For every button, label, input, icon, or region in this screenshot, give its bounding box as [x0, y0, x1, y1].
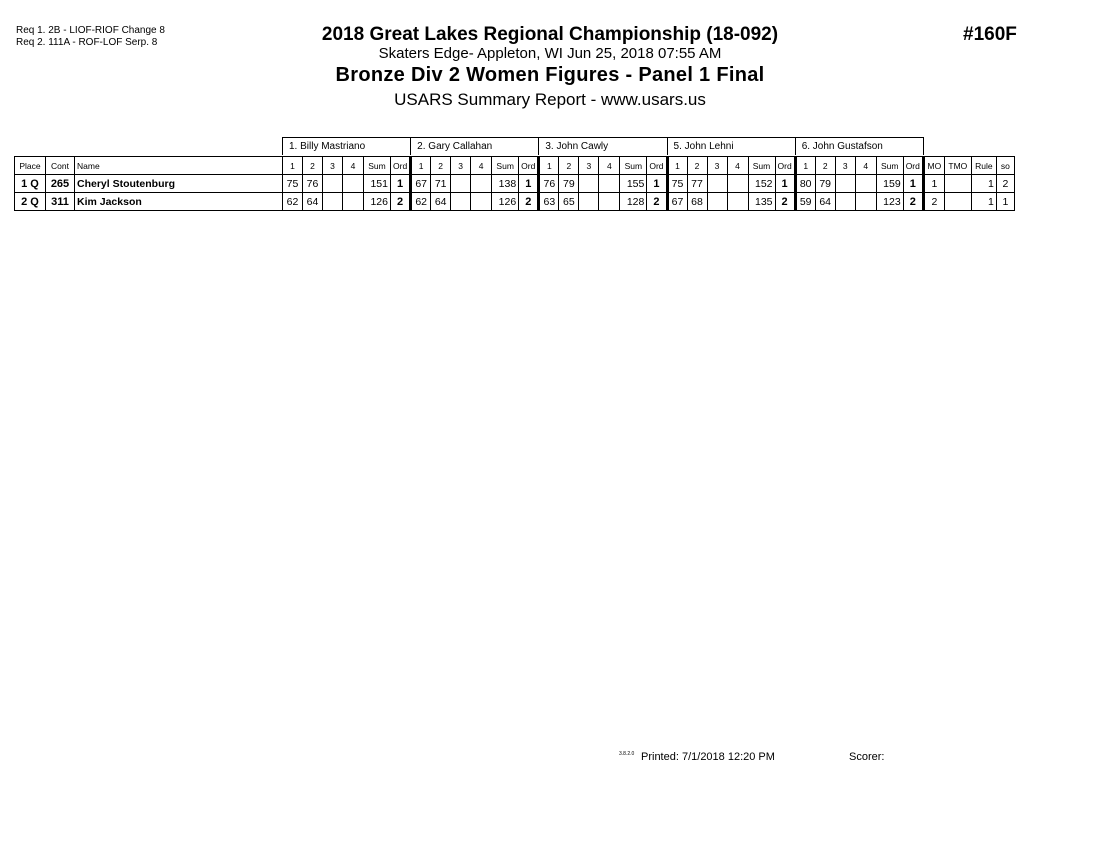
col-ord: Ord: [391, 157, 411, 175]
sum-cell: 126: [364, 193, 391, 211]
col-score-2: 2: [815, 157, 835, 175]
ordinal-cell: 1: [775, 175, 795, 193]
score-cell: 76: [303, 175, 323, 193]
event-number: #160F: [963, 24, 1017, 45]
col-score-3: 3: [451, 157, 471, 175]
printed-timestamp: Printed: 7/1/2018 12:20 PM: [641, 751, 775, 763]
tmo-cell: [944, 193, 971, 211]
ordinal-cell: 2: [391, 193, 411, 211]
col-score-1: 1: [795, 157, 815, 175]
table-row: [15, 193, 1015, 211]
rule-cell: 1: [971, 175, 996, 193]
score-cell: 75: [283, 175, 303, 193]
col-so: so: [996, 157, 1014, 175]
col-sum: Sum: [492, 157, 519, 175]
score-cell: 80: [795, 175, 815, 193]
score-cell: 64: [815, 193, 835, 211]
score-cell: [707, 175, 727, 193]
score-cell: [451, 193, 471, 211]
col-score-1: 1: [539, 157, 559, 175]
sum-cell: 151: [364, 175, 391, 193]
col-sum: Sum: [620, 157, 647, 175]
column-header-row: [15, 157, 1015, 175]
col-sum: Sum: [364, 157, 391, 175]
competition-title: 2018 Great Lakes Regional Championship (18-092): [321, 24, 779, 45]
col-score-4: 4: [471, 157, 492, 175]
score-cell: [323, 175, 343, 193]
score-cell: [727, 193, 748, 211]
score-cell: [835, 175, 855, 193]
tmo-cell: [944, 175, 971, 193]
report-subtitle: USARS Summary Report - www.usars.us: [394, 90, 706, 109]
so-cell: 1: [996, 193, 1014, 211]
score-cell: 64: [431, 193, 451, 211]
col-score-4: 4: [599, 157, 620, 175]
sum-cell: 138: [492, 175, 519, 193]
col-score-3: 3: [579, 157, 599, 175]
score-cell: 63: [539, 193, 559, 211]
scorer-label: Scorer:: [849, 751, 885, 763]
score-cell: [579, 175, 599, 193]
col-score-2: 2: [559, 157, 579, 175]
skater-name: Kim Jackson: [75, 193, 283, 211]
col-score-4: 4: [343, 157, 364, 175]
score-cell: [599, 193, 620, 211]
score-cell: 77: [687, 175, 707, 193]
ordinal-cell: 2: [903, 193, 923, 211]
ordinal-cell: 1: [519, 175, 539, 193]
rule-cell: 1: [971, 193, 996, 211]
score-cell: 68: [687, 193, 707, 211]
score-cell: 67: [667, 193, 687, 211]
score-cell: 76: [539, 175, 559, 193]
ordinal-cell: 2: [775, 193, 795, 211]
judge-name: 6. John Gustafson: [795, 138, 923, 156]
sum-cell: 128: [620, 193, 647, 211]
sum-cell: 123: [876, 193, 903, 211]
sum-cell: 135: [748, 193, 775, 211]
sum-cell: 152: [748, 175, 775, 193]
cont-cell: 265: [46, 175, 75, 193]
col-ord: Ord: [903, 157, 923, 175]
score-cell: 62: [283, 193, 303, 211]
requirement-1: Req 1. 2B - LIOF-RIOF Change 8: [16, 25, 165, 36]
score-cell: [471, 193, 492, 211]
col-tmo: TMO: [944, 157, 971, 175]
mo-cell: 2: [923, 193, 944, 211]
col-score-4: 4: [855, 157, 876, 175]
skater-name: Cheryl Stoutenburg: [75, 175, 283, 193]
col-score-2: 2: [431, 157, 451, 175]
requirement-2: Req 2. 111A - ROF-LOF Serp. 8: [16, 37, 158, 48]
col-ord: Ord: [775, 157, 795, 175]
col-mo: MO: [923, 157, 944, 175]
score-cell: [727, 175, 748, 193]
judge-name: 3. John Cawly: [539, 138, 667, 156]
score-cell: [707, 193, 727, 211]
sum-cell: 159: [876, 175, 903, 193]
score-cell: [323, 193, 343, 211]
ordinal-cell: 1: [903, 175, 923, 193]
sum-cell: 155: [620, 175, 647, 193]
col-sum: Sum: [876, 157, 903, 175]
col-name: Name: [75, 157, 283, 175]
col-ord: Ord: [519, 157, 539, 175]
col-cont: Cont: [46, 157, 75, 175]
score-cell: [599, 175, 620, 193]
score-cell: [343, 193, 364, 211]
col-sum: Sum: [748, 157, 775, 175]
judge-name: 5. John Lehni: [667, 138, 795, 156]
event-title: Bronze Div 2 Women Figures - Panel 1 Final: [335, 64, 765, 86]
score-cell: 71: [431, 175, 451, 193]
score-cell: 64: [303, 193, 323, 211]
mo-cell: 1: [923, 175, 944, 193]
score-cell: [471, 175, 492, 193]
so-cell: 2: [996, 175, 1014, 193]
judge-name: 2. Gary Callahan: [411, 138, 539, 156]
score-cell: 75: [667, 175, 687, 193]
software-version: 3.8.2.0: [619, 751, 635, 757]
col-place: Place: [15, 157, 46, 175]
score-cell: 67: [411, 175, 431, 193]
col-score-2: 2: [303, 157, 323, 175]
score-cell: [451, 175, 471, 193]
col-score-3: 3: [707, 157, 727, 175]
score-cell: [855, 193, 876, 211]
sum-cell: 126: [492, 193, 519, 211]
ordinal-cell: 1: [391, 175, 411, 193]
score-cell: [579, 193, 599, 211]
place-cell: 1 Q: [15, 175, 46, 193]
col-score-2: 2: [687, 157, 707, 175]
score-cell: 59: [795, 193, 815, 211]
col-score-1: 1: [667, 157, 687, 175]
ordinal-cell: 2: [647, 193, 667, 211]
judge-name: 1. Billy Mastriano: [283, 138, 411, 156]
location-date: Skaters Edge- Appleton, WI Jun 25, 2018 07:55 AM: [378, 45, 722, 62]
col-score-3: 3: [323, 157, 343, 175]
table-row: [15, 175, 1015, 193]
col-score-4: 4: [727, 157, 748, 175]
score-cell: [343, 175, 364, 193]
cont-cell: 311: [46, 193, 75, 211]
col-rule: Rule: [971, 157, 996, 175]
col-score-3: 3: [835, 157, 855, 175]
col-ord: Ord: [647, 157, 667, 175]
judge-header-row: [15, 138, 1015, 156]
score-cell: [855, 175, 876, 193]
col-score-1: 1: [411, 157, 431, 175]
score-cell: 62: [411, 193, 431, 211]
score-cell: [835, 193, 855, 211]
score-cell: 79: [815, 175, 835, 193]
score-cell: 79: [559, 175, 579, 193]
col-score-1: 1: [283, 157, 303, 175]
results-table: [14, 137, 1015, 211]
score-cell: 65: [559, 193, 579, 211]
place-cell: 2 Q: [15, 193, 46, 211]
ordinal-cell: 1: [647, 175, 667, 193]
ordinal-cell: 2: [519, 193, 539, 211]
